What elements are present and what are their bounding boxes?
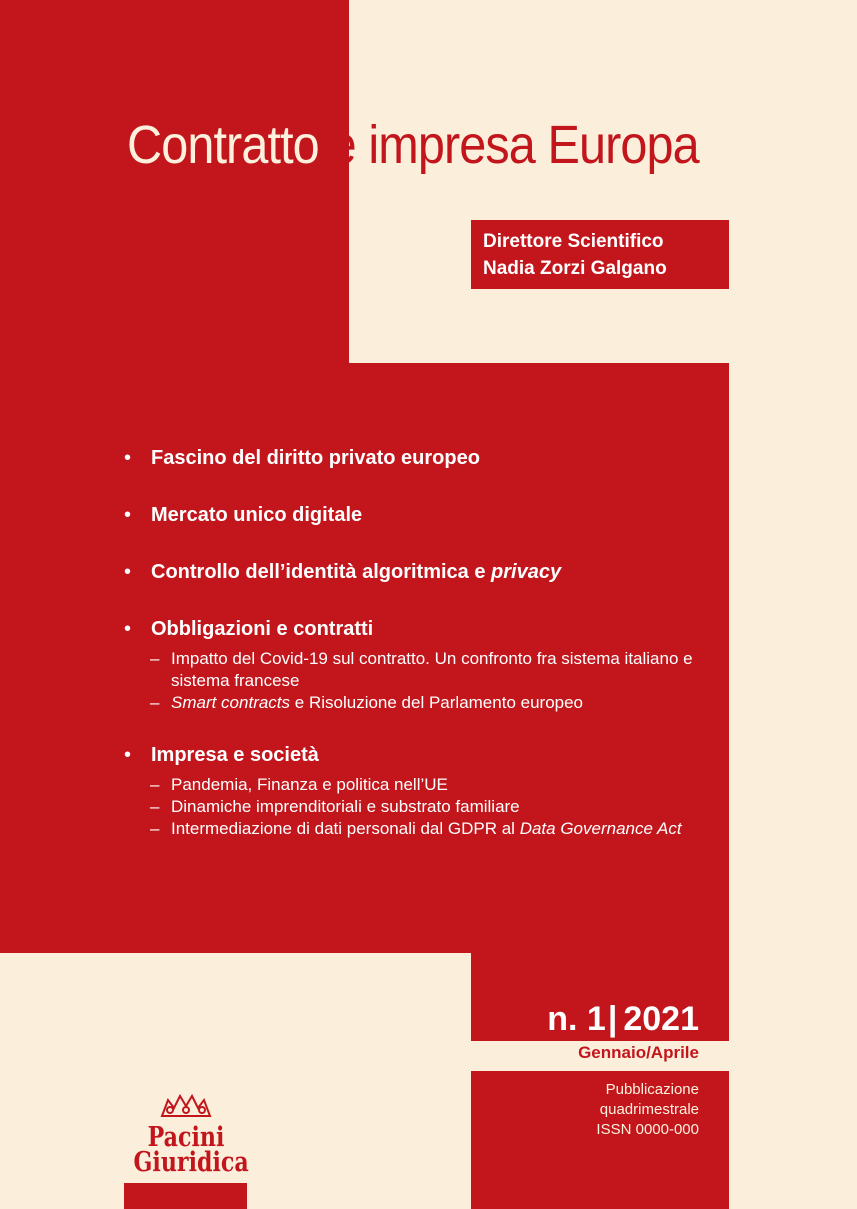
subtopic-item xyxy=(124,774,724,796)
subtopic-italic: Data Governance Act xyxy=(519,819,682,838)
subtopic-text: e Risoluzione del Parlamento europeo xyxy=(290,693,584,712)
bullet-icon: • xyxy=(124,447,132,469)
journal-title-part1: Contratto xyxy=(127,115,319,175)
cover-red-issue-block xyxy=(471,953,729,995)
dash-icon: – xyxy=(150,797,160,816)
topic-item xyxy=(124,614,724,644)
dash-icon: – xyxy=(150,649,160,668)
issue-number: n. 1 xyxy=(547,1000,606,1038)
subtopic-text: Intermediazione di dati personali dal GDPR al xyxy=(171,819,520,838)
topic-item xyxy=(124,443,724,473)
topic-label: Impresa e società xyxy=(151,744,319,766)
dash-icon: – xyxy=(150,819,160,838)
publication-info xyxy=(471,1071,729,1209)
topic-label: Controllo dell’identità algoritmica e xyxy=(151,561,486,583)
topic-label-italic: privacy xyxy=(491,561,562,583)
publisher-crest-icon xyxy=(122,1090,250,1120)
bullet-icon: • xyxy=(124,561,132,583)
subtopic-item xyxy=(124,818,724,840)
issue-year: 2021 xyxy=(623,1000,699,1038)
publisher-logo xyxy=(122,1090,250,1178)
topic-item xyxy=(124,557,724,587)
dash-icon: – xyxy=(150,693,160,712)
logo-base-bar xyxy=(124,1183,247,1209)
subtopic-item xyxy=(124,692,724,714)
subtopic-text: Dinamiche imprenditoriali e substrato familiare xyxy=(171,797,520,816)
topic-label: Fascino del diritto privato europeo xyxy=(151,447,480,469)
publication-line2: quadrimestrale xyxy=(599,1101,699,1118)
publisher-name-line2: Giuridica xyxy=(133,1147,249,1178)
issue-separator: | xyxy=(607,1000,618,1038)
director-label: Direttore Scientifico xyxy=(483,231,664,252)
topics-list xyxy=(124,443,724,840)
issue-months: Gennaio/Aprile xyxy=(578,1043,699,1062)
topic-label: Obbligazioni e contratti xyxy=(151,618,374,640)
subtopic-text: Pandemia, Finanza e politica nell’UE xyxy=(171,775,448,794)
director-name: Nadia Zorzi Galgano xyxy=(483,258,667,279)
bullet-icon: • xyxy=(124,744,132,766)
bullet-icon: • xyxy=(124,504,132,526)
subtopic-item xyxy=(124,648,724,692)
publication-line1: Pubblicazione xyxy=(605,1081,699,1098)
topic-item xyxy=(124,740,724,770)
issue-number-box xyxy=(471,995,729,1041)
cover-red-upper-block xyxy=(0,0,349,363)
subtopic-text: Impatto del Covid-19 sul contratto. Un confronto fra sistema italiano e sistema francese xyxy=(171,649,693,690)
journal-title xyxy=(127,115,699,175)
topic-item xyxy=(124,500,724,530)
topic-label: Mercato unico digitale xyxy=(151,504,363,526)
dash-icon: – xyxy=(150,775,160,794)
publisher-name-line1: Pacini xyxy=(147,1122,225,1153)
subtopic-italic: Smart contracts xyxy=(171,693,291,712)
issn: ISSN 0000-000 xyxy=(596,1121,699,1138)
director-box xyxy=(471,220,729,289)
subtopic-item xyxy=(124,796,724,818)
journal-title-part2: e impresa Europa xyxy=(329,115,699,175)
bullet-icon: • xyxy=(124,618,132,640)
